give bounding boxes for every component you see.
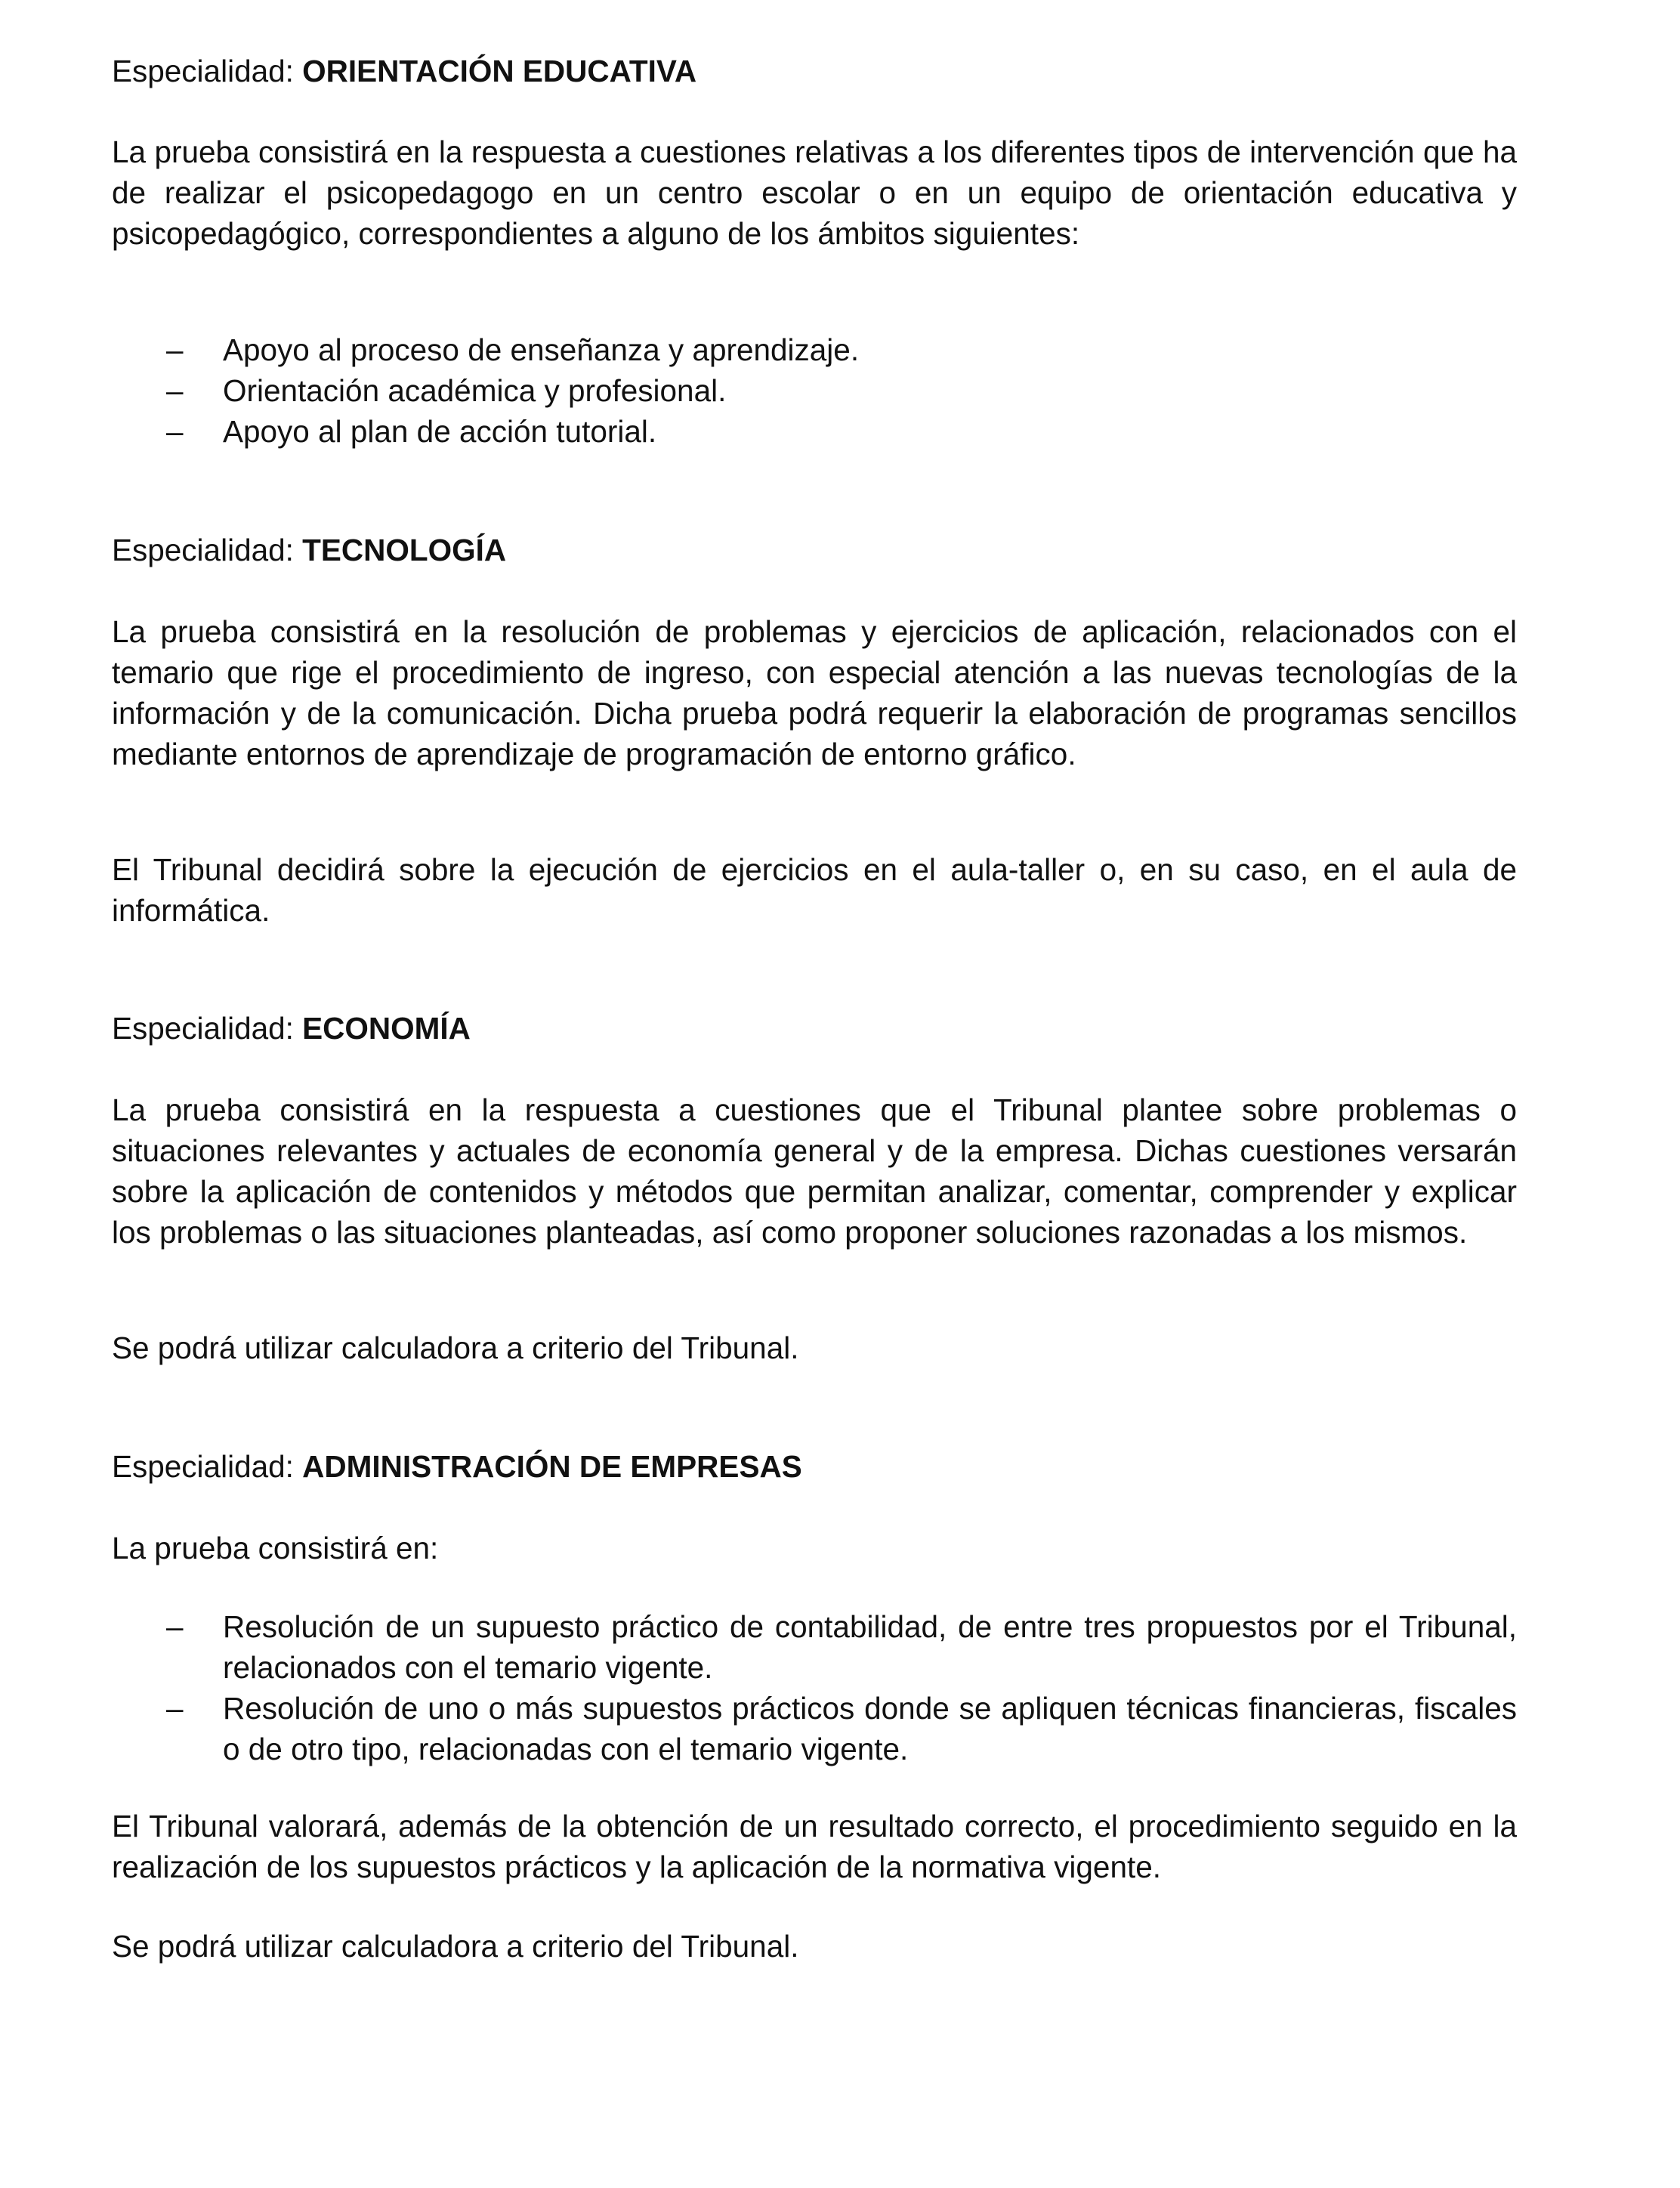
specialty-name: ADMINISTRACIÓN DE EMPRESAS [302,1449,802,1484]
list-item [112,329,1517,370]
dash-bullet: – [166,373,184,408]
heading-prefix: Especialidad: [112,533,294,567]
list-item [112,370,1517,411]
section-paragraph: La prueba consistirá en la resolución de problemas y ejercicios de aplicación, relacionados con el temario que rige el procedimiento de ingreso, con especial atención a las nuevas tecnologías de la información y de la comunicación. Dicha prueba podrá requerir la elaboración de programas sencillos mediante entornos de aprendizaje de programación de entorno gráfico. [112,614,1517,771]
list-item [112,1606,1517,1688]
list-item-text: Orientación académica y profesional. [223,373,727,408]
dash-bullet: – [166,1609,184,1644]
dash-bullet: – [166,332,184,367]
heading-prefix: Especialidad: [112,1449,294,1484]
list-item-text: Apoyo al proceso de enseñanza y aprendizaje. [223,332,860,367]
bullet-list [112,329,1517,452]
bullet-list [112,1606,1517,1769]
section-paragraph: La prueba consistirá en la respuesta a cuestiones relativas a los diferentes tipos de intervención que ha de realizar el psicopedagogo en un centro escolar o en un equipo de orientación educativa y psicopedagógico, correspondientes a alguno de los ámbitos siguientes: [112,134,1517,251]
heading-prefix: Especialidad: [112,54,294,88]
section-paragraph: El Tribunal decidirá sobre la ejecución de ejercicios en el aula-taller o, en su caso, en el aula de informática. [112,852,1517,928]
section-heading-orientacion [112,51,696,91]
section-heading-tecnologia [112,530,506,570]
dash-bullet: – [166,1691,184,1726]
specialty-name: ECONOMÍA [302,1011,471,1046]
section-heading-administracion [112,1446,802,1487]
list-item-text: Apoyo al plan de acción tutorial. [223,414,657,449]
list-item-text: Resolución de un supuesto práctico de contabilidad, de entre tres propuestos por el Tribunal, relacionados con el temario vigente. [223,1609,1517,1685]
section-paragraph: Se podrá utilizar calculadora a criterio del Tribunal. [112,1929,799,1964]
section-paragraph: El Tribunal valorará, además de la obtención de un resultado correcto, el procedimiento seguido en la realización de los supuestos prácticos y la aplicación de la normativa vigente. [112,1809,1517,1884]
list-item [112,1688,1517,1769]
section-paragraph: Se podrá utilizar calculadora a criterio del Tribunal. [112,1330,799,1365]
list-item-text: Resolución de uno o más supuestos prácticos donde se apliquen técnicas financieras, fiscales o de otro tipo, relacionadas con el temario vigente. [223,1691,1517,1766]
specialty-name: ORIENTACIÓN EDUCATIVA [302,54,697,88]
section-heading-economia [112,1008,471,1049]
section-paragraph: La prueba consistirá en la respuesta a cuestiones que el Tribunal plantee sobre problemas o situaciones relevantes y actuales de economía general y de la empresa. Dichas cuestiones versarán sobre la aplicación de contenidos y métodos que permitan analizar, comentar, comprender y explicar los problemas o las situaciones planteadas, así como proponer soluciones razonadas a los mismos. [112,1092,1517,1250]
dash-bullet: – [166,414,184,449]
heading-prefix: Especialidad: [112,1011,294,1046]
section-paragraph: La prueba consistirá en: [112,1531,439,1565]
specialty-name: TECNOLOGÍA [302,533,507,567]
list-item [112,411,1517,452]
